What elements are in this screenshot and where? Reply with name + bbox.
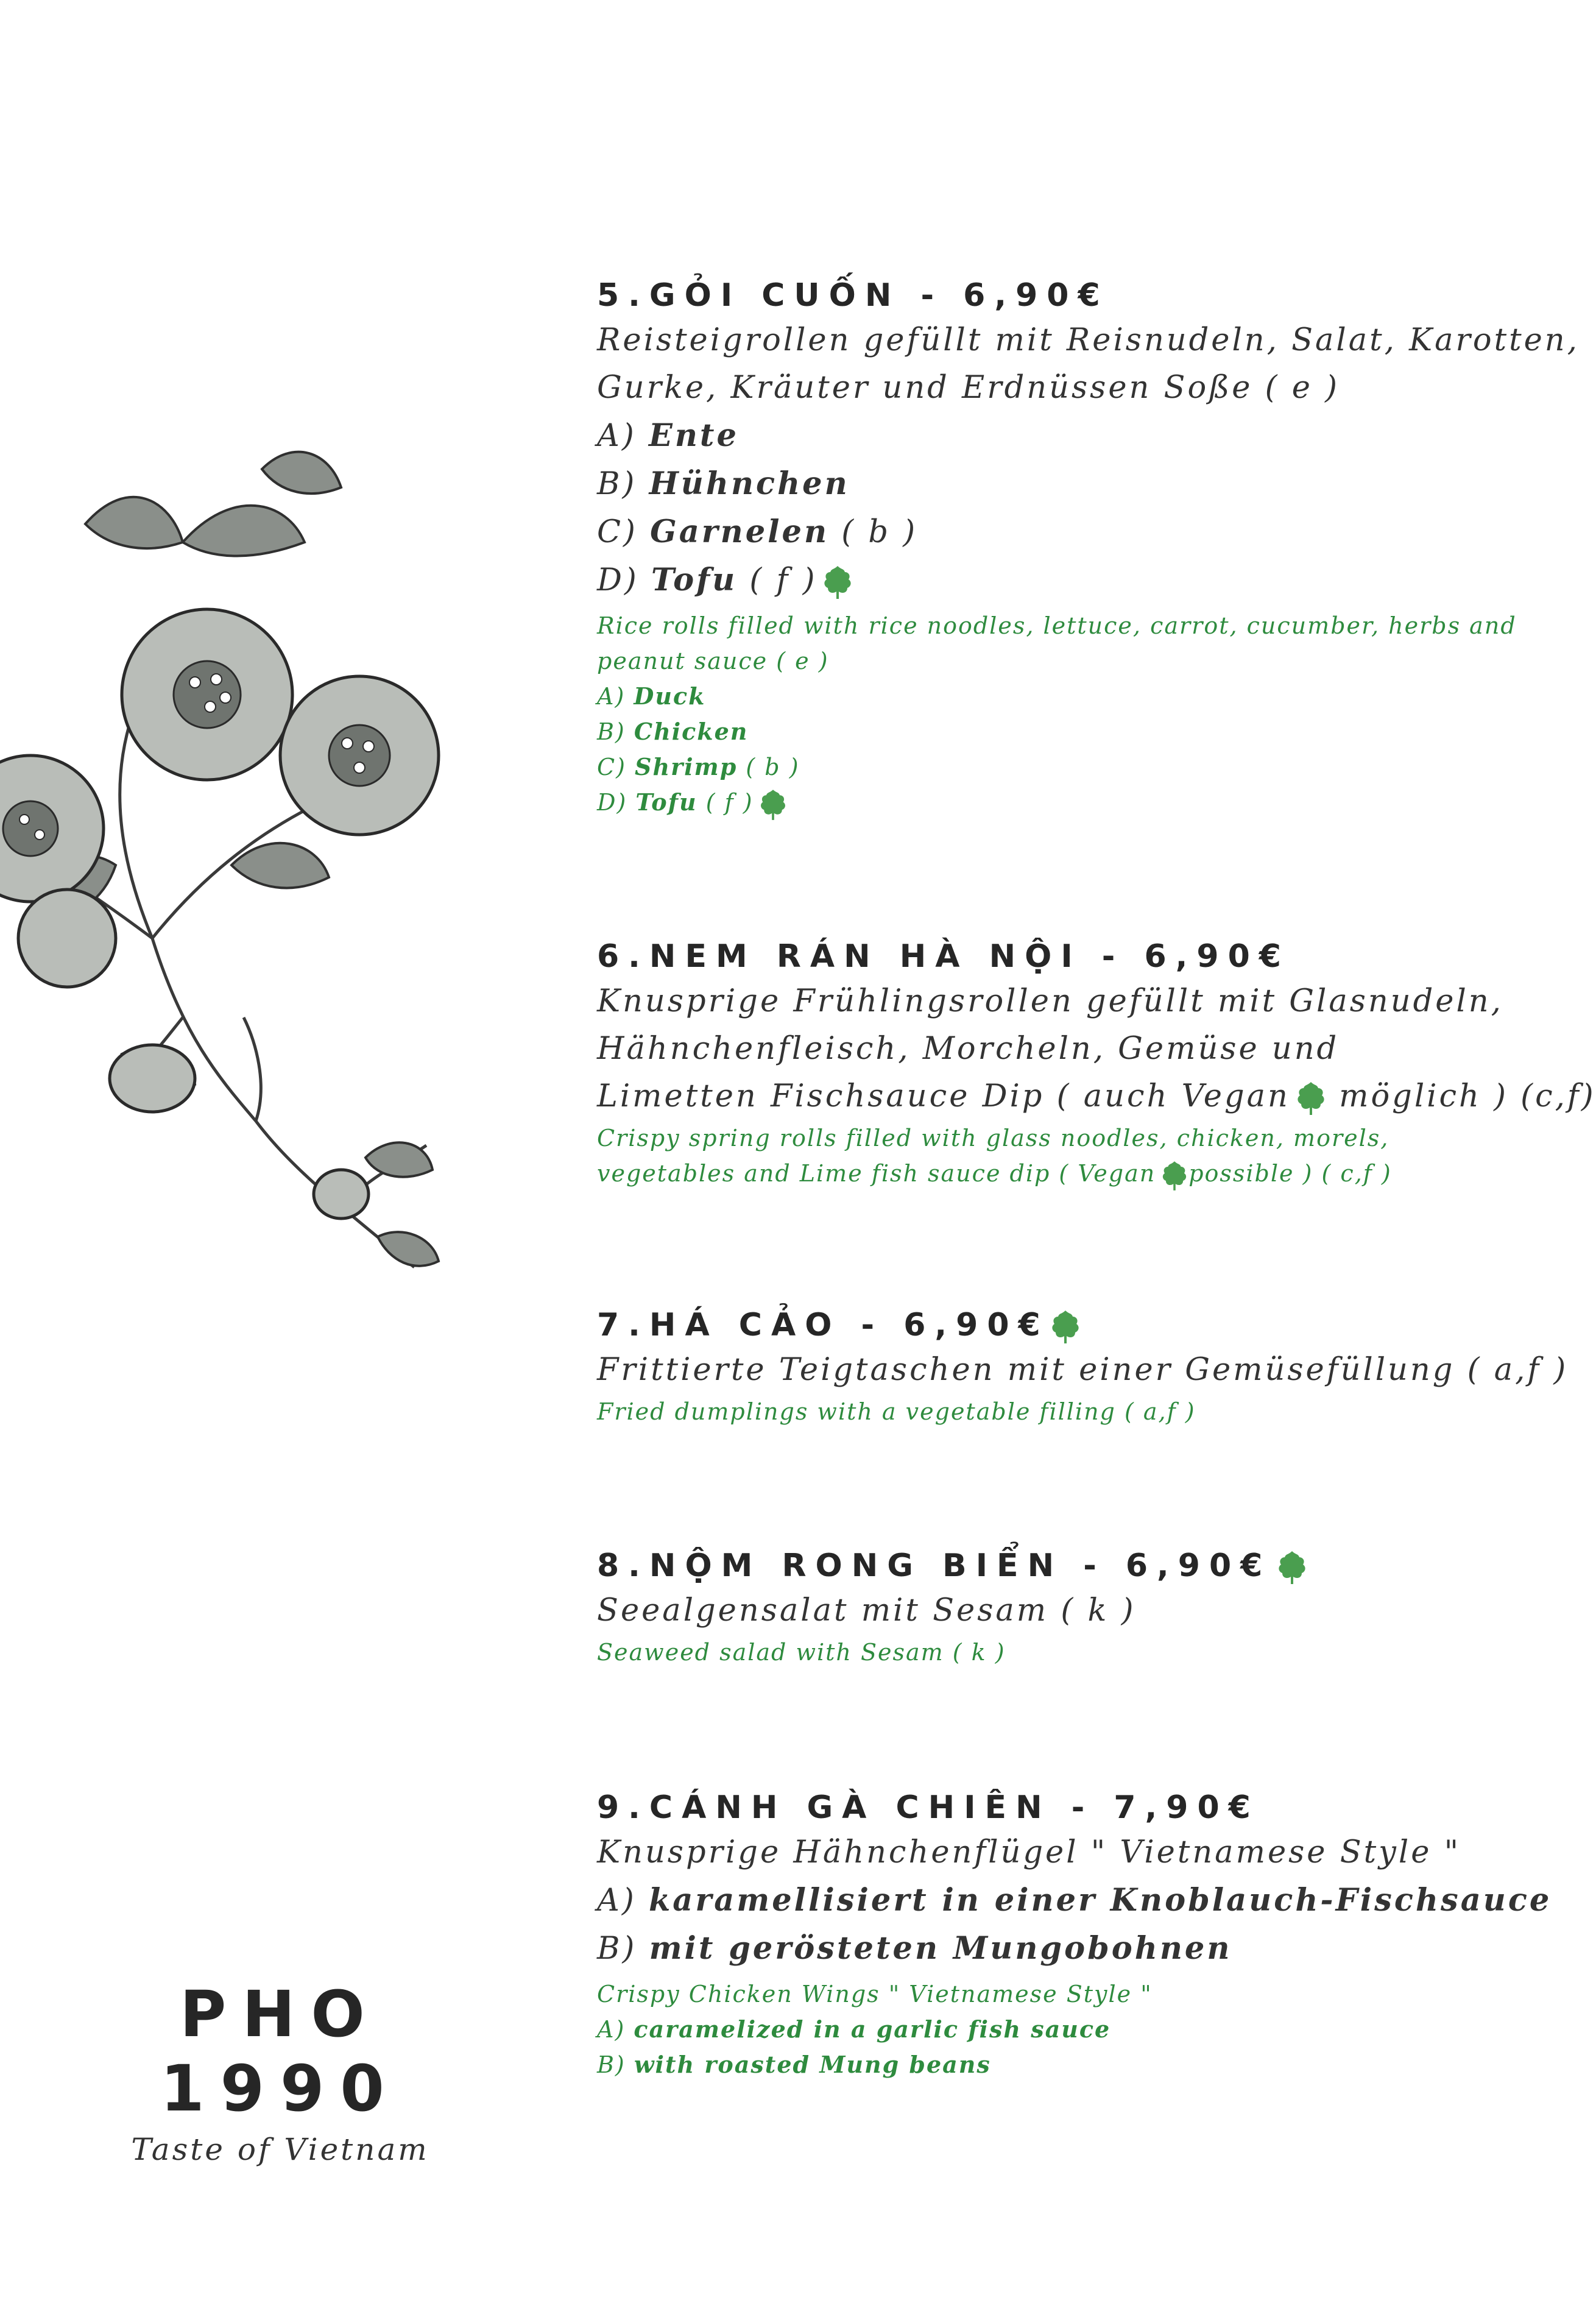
option-c-de: C) Garnelen ( b ) xyxy=(597,514,918,550)
menu-item-canh-ga-chien xyxy=(597,1786,1552,2082)
option-a-de: A) karamellisiert in einer Knoblauch-Fischsauce xyxy=(597,1882,1552,1919)
option-d-en: D) Tofu ( f ) xyxy=(597,785,1547,821)
item-description-en: vegetables and Lime fish sauce dip ( Vegan possible ) ( c,f ) xyxy=(597,1156,1547,1192)
blossom-branch-illustration xyxy=(0,439,475,1328)
option-d-de: D) Tofu ( f ) xyxy=(597,556,1547,604)
leaf-icon xyxy=(1276,1550,1308,1585)
menu-item-nem-ran xyxy=(597,935,1596,1192)
menu-item-nom-rong-bien xyxy=(597,1544,1547,1670)
item-description-en: Fried dumplings with a vegetable filling ( a,f ) xyxy=(597,1398,1196,1425)
item-description-de: Frittierte Teigtaschen mit einer Gemüsefüllung ( a,f ) xyxy=(597,1352,1569,1388)
item-description-de: Gurke, Kräuter und Erdnüssen Soße ( e ) xyxy=(597,370,1340,406)
option-b-en: B) with roasted Mung beans xyxy=(597,2051,991,2078)
option-b-en: B) Chicken xyxy=(597,718,749,745)
brand-block xyxy=(43,1977,518,2167)
leaf-icon xyxy=(1160,1160,1188,1192)
brand-name: PHO 1990 xyxy=(160,1977,400,2126)
item-description-en: Crispy Chicken Wings " Vietnamese Style " xyxy=(597,1981,1153,2007)
item-description-de: Hähnchenfleisch, Morcheln, Gemüse und xyxy=(597,1031,1340,1067)
item-description-en: Crispy spring rolls filled with glass noodles, chicken, morels, xyxy=(597,1125,1389,1151)
option-a-en: A) caramelized in a garlic fish sauce xyxy=(597,2015,1111,2043)
item-title: 7.HÁ CẢO - 6,90€ xyxy=(597,1304,1547,1346)
option-a-en: A) Duck xyxy=(597,682,706,710)
item-description-en: Rice rolls filled with rice noodles, lettuce, carrot, cucumber, herbs and xyxy=(597,612,1517,639)
item-description-de: Knusprige Frühlingsrollen gefüllt mit Glasnudeln, xyxy=(597,983,1503,1019)
item-description-en: peanut sauce ( e ) xyxy=(597,648,829,674)
brand-tagline: Taste of Vietnam xyxy=(131,2132,429,2167)
item-description-de: Reisteigrollen gefüllt mit Reisnudeln, Salat, Karotten, xyxy=(597,322,1580,358)
leaf-icon xyxy=(758,788,788,821)
leaf-icon xyxy=(1295,1081,1327,1116)
option-a-de: A) Ente xyxy=(597,417,739,454)
item-description-de: Seealgensalat mit Sesam ( k ) xyxy=(597,1593,1136,1629)
item-title: 8.NỘM RONG BIỂN - 6,90€ xyxy=(597,1544,1547,1587)
item-title: 6.NEM RÁN HÀ NỘI - 6,90€ xyxy=(597,938,1290,975)
leaf-icon xyxy=(822,565,853,600)
item-description-en: Seaweed salad with Sesam ( k ) xyxy=(597,1639,1006,1666)
menu-item-ha-cao xyxy=(597,1304,1569,1429)
option-b-de: B) Hühnchen xyxy=(597,465,850,502)
item-title: 5.GỎI CUỐN - 6,90€ xyxy=(597,277,1109,314)
menu-item-goi-cuon xyxy=(597,274,1580,821)
item-description-de: Knusprige Hähnchenflügel " Vietnamese Style " xyxy=(597,1834,1461,1870)
option-b-de: B) mit gerösteten Mungobohnen xyxy=(597,1930,1232,1967)
item-title: 9.CÁNH GÀ CHIÊN - 7,90€ xyxy=(597,1789,1260,1826)
option-c-en: C) Shrimp ( b ) xyxy=(597,753,800,780)
item-description-de: Limetten Fischsauce Dip ( auch Vegan möglich ) (c,f) xyxy=(597,1073,1547,1120)
leaf-icon xyxy=(1050,1309,1081,1345)
